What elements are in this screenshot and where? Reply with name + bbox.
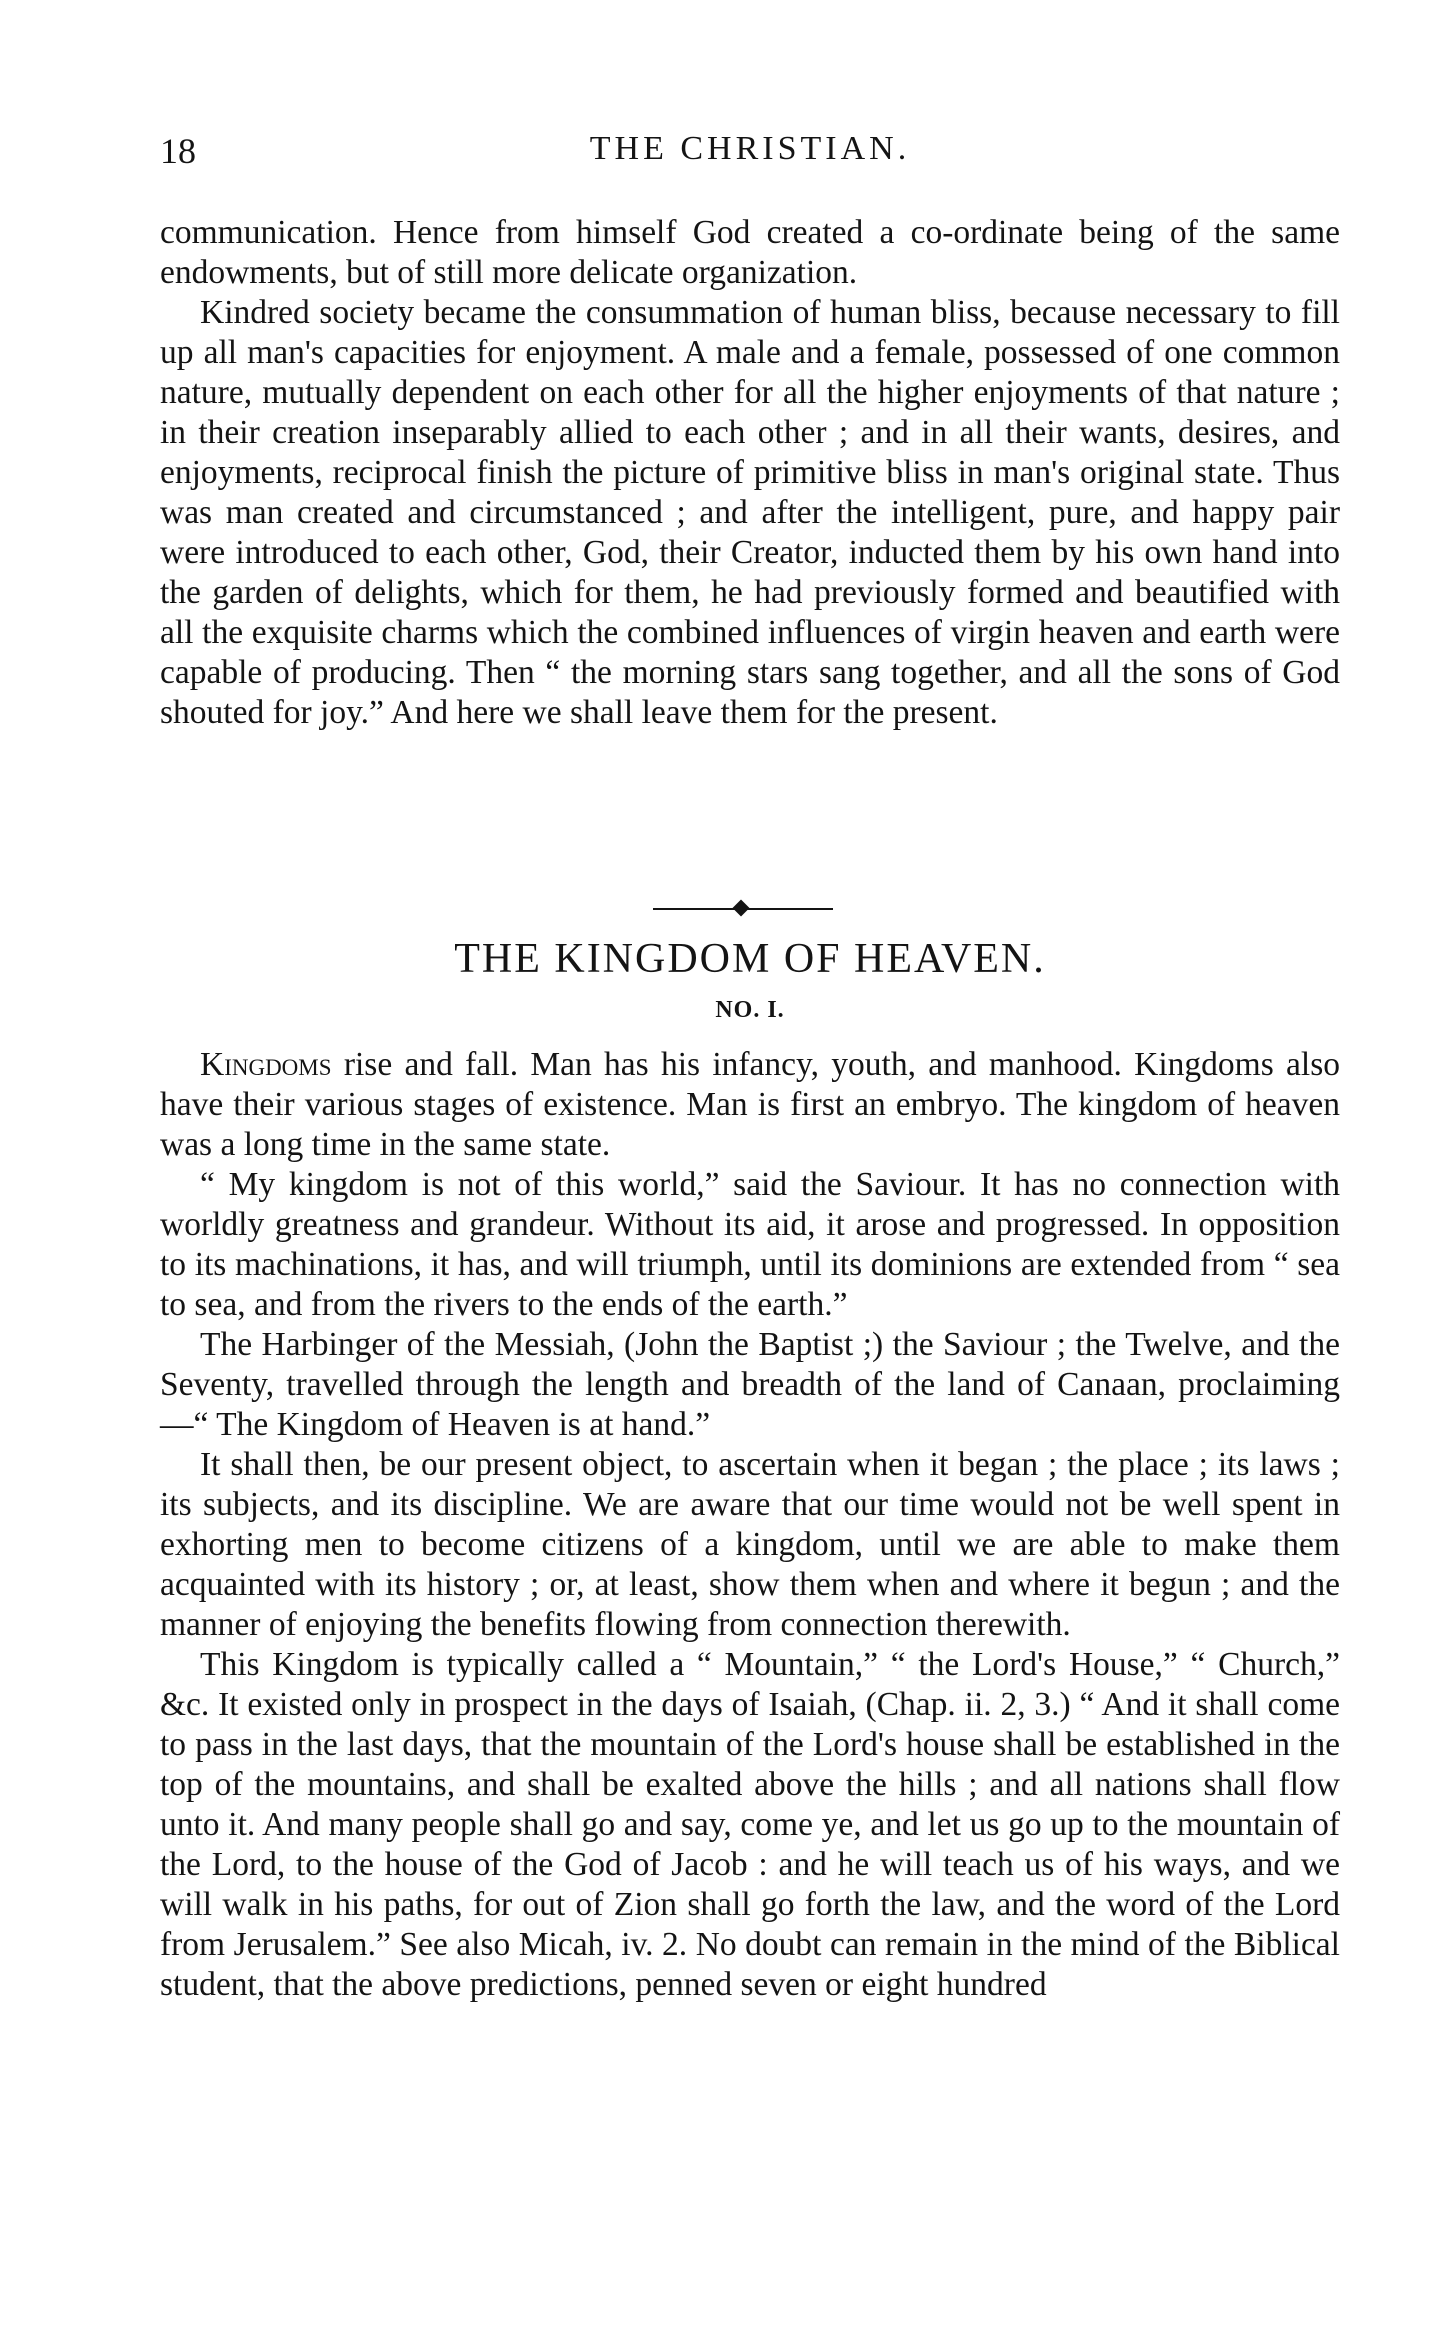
section-divider [653,902,833,916]
paragraph: communication. Hence from himself God created a co-ordinate being of the same endowments, but of still more delicate organization. [160,214,1340,291]
paragraph: It shall then, be our present object, to ascertain when it began ; the place ; its laws ; its subjects, and its discipline. We are aware that our time would not be well spent in exhorting men to become citizens of a kingdom, until we are able to make them acquainted with its history ; or, at least, show them when and where it begun ; and the manner of enjoying the benefits flowing from connection therewith. [160,1446,1340,1643]
paragraph: Kindred society became the consummation of human bliss, because necessary to fill up all man's capacities for enjoyment. A male and a female, possessed of one common nature, mutually dependent on each other for all the higher enjoyments of that nature ; in their creation inseparably allied to each other ; and in all their wants, desires, and enjoyments, reciprocal finish the picture of primitive bliss in man's original state. Thus was man created and circumstanced ; and after the intelligent, pure, and happy pair were introduced to each other, God, their Creator, inducted them by his own hand into the garden of delights, which for them, he had previously formed and beautified with all the exquisite charms which the combined influences of virgin heaven and earth were capable of producing. Then “ the morning stars sang together, and all the sons of God shouted for joy.” And here we shall leave them for the present. [160,294,1340,731]
diamond-ornament-icon [733,900,750,917]
page-header [160,130,1340,180]
paragraph: “ My kingdom is not of this world,” said the Saviour. It has no connection with worldly greatness and grandeur. Without its aid, it arose and progressed. In opposition to its machinations, it has, and will triumph, until its dominions are extended from “ sea to sea, and from the rivers to the ends of the earth.” [160,1166,1340,1323]
page-number: 18 [160,131,196,171]
continued-section [160,213,1340,733]
article-body [160,1045,1340,2005]
paragraph: The Harbinger of the Messiah, (John the Baptist ;) the Saviour ; the Twelve, and the Seventy, travelled through the length and breadth of the land of Canaan, proclaiming—“ The Kingdom of Heaven is at hand.” [160,1326,1340,1443]
opening-word: Kingdoms [200,1046,332,1083]
article-number: NO. I. [715,997,785,1023]
paragraph [160,1045,1340,1165]
running-title: THE CHRISTIAN. [589,130,911,167]
paragraph: This Kingdom is typically called a “ Mountain,” “ the Lord's House,” “ Church,” &c. It existed only in prospect in the days of Isaiah, (Chap. ii. 2, 3.) “ And it shall come to pass in the last days, that the mountain of the Lord's house shall be established in the top of the mountains, and shall be exalted above the hills ; and all nations shall flow unto it. And many people shall go and say, come ye, and let us go up to the mountain of the Lord, to the house of the God of Jacob : and he will teach us of his ways, and we will walk in his paths, for out of Zion shall go forth the law, and the word of the Lord from Jerusalem.” See also Micah, iv. 2. No doubt can remain in the mind of the Biblical student, that the above predictions, penned seven or eight hundred [160,1646,1340,2003]
article-title: THE KINGDOM OF HEAVEN. [454,936,1046,982]
paragraph-text: rise and fall. Man has his infancy, youth, and manhood. Kingdoms also have their various stages of existence. Man is first an embryo. The kingdom of heaven was a long time in the same state. [160,1046,1340,1163]
